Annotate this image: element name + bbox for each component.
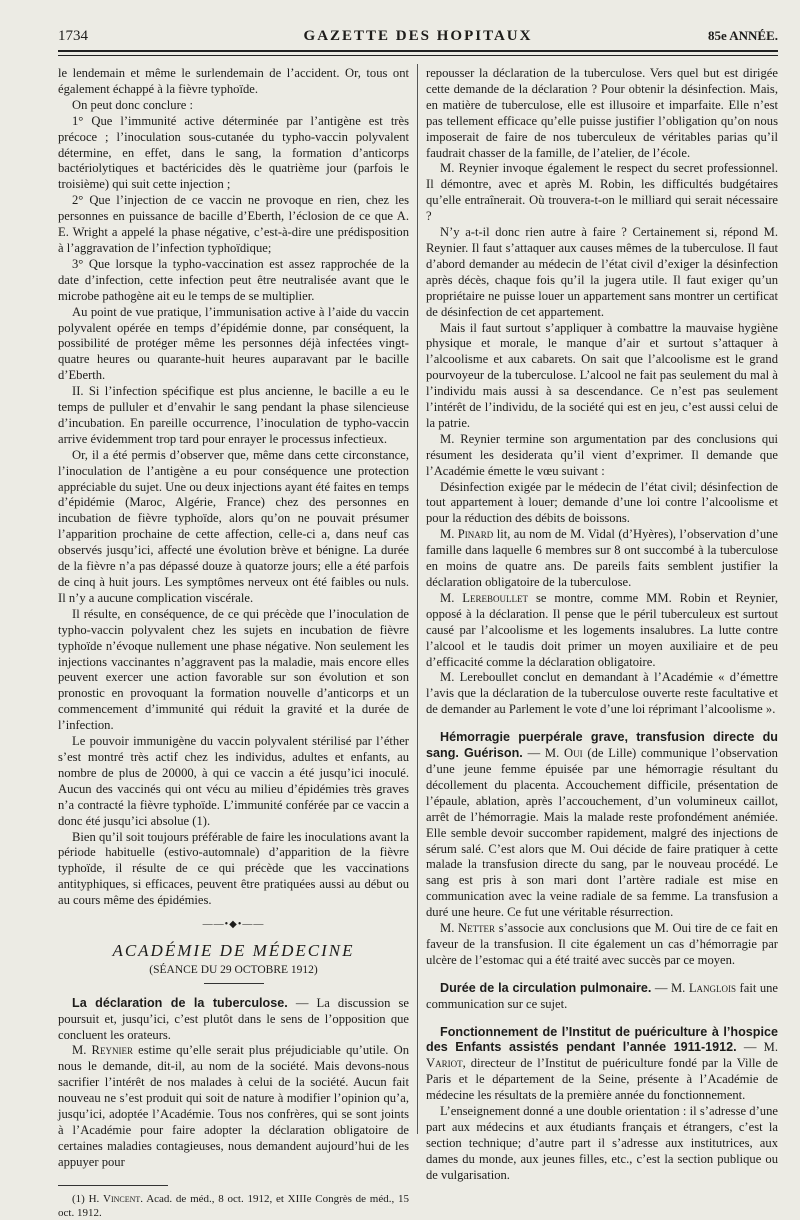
paragraph: le lendemain et même le surlendemain de l’accident. Or, tous ont également échappé à la fièvre typhoïde.	[58, 66, 409, 96]
column-divider	[417, 64, 418, 1134]
article-paragraph	[426, 981, 778, 1013]
person-name: Variot	[426, 1056, 463, 1071]
journal-title: GAZETTE DES HOPITAUX	[303, 28, 533, 44]
paragraph	[426, 527, 778, 591]
article-paragraph	[426, 1025, 778, 1105]
page-number: 1734	[58, 28, 88, 44]
article-text: — M.	[651, 980, 689, 995]
paragraph-text: lit, au nom de M. Vidal (d’Hyères), l’observation d’une famille dans laquelle 6 membres sur 8 ont succombé à la tuberculose en moins de quatre ans. De pareils faits semblent justifier la déclaration obligatoire de la tuberculose.	[426, 527, 779, 589]
paragraph: M. Reynier termine son argumentation par des conclusions qui résument les desiderata qu’il vient d’exprimer. Il demande que l’Académie émette le vœu suivant :	[426, 431, 778, 478]
right-column	[426, 66, 778, 1184]
footnote-marker: (1) H.	[72, 1192, 104, 1205]
paragraph: On peut donc conclure :	[72, 97, 193, 112]
footnote-text: Acad. de méd., 8 oct. 1912, et XIIIe Congrès de méd., 15 oct. 1912.	[58, 1192, 409, 1219]
year-label: 85e ANNÉE.	[707, 28, 778, 43]
section-ornament: ——•◆•——	[202, 919, 265, 931]
article-paragraph	[426, 730, 778, 921]
article-text: — M.	[736, 1040, 778, 1055]
paragraph: Le pouvoir immunigène du vaccin polyvalent stérilisé par l’éther s’est montré très actif chez les individus, adultes et enfants, au nombre de plus de 20000, à qui ce vaccin a été jusqu’ici inoculé. Aucun des vaccinés qui ont vécu au milieu d’épidémies très graves n’a contracté la fièvre typhoïde. L’immunité conférée par ce vaccin a donc été jusqu’ici absolue (1).	[58, 734, 409, 828]
article-text: estime qu’elle serait plus préjudiciable qu’utile. On nous le demande, dit-il, au nom de la société. Mais devons-nous sacrifier l’intérêt de nos malades à celui de la société. Aucun fait nouveau ne s’est produit qui soit de nature à modifier l’opinion qu’a, jusqu’ici, adoptée l’Académie. Tous nos confrères, qui se sont joints à l’Académie pour faire adopter la déclaration obligatoire de certaines maladies contagieuses, nous demandent aujourd’hui de les appuyer pour	[58, 1043, 410, 1169]
paragraph	[426, 921, 778, 969]
article-text: (de Lille) communique l’observation d’une jeune femme épuisée par une hémorragie résultant du décollement du placenta. Accouchement difficile, présentation de l’épaule, ablation, après l’accouchement, d’un volumineux caillot, arrêt de l’hémorragie. Mais la malade reste profondément anémiée. Elle semble devoir succomber rapidement, malgré des injections de sérum salé. C’est alors que M. Oui décide de faire pratiquer à cette malade la transfusion directe du sang, par le nouveau procédé. Le sang est pris à son mari dont l’artère radiale est mise en communication avec la veine radiale de sa femme. La transfusion a duré une heure. Ce fut une véritable résurrection.	[426, 746, 778, 920]
paragraph: II. Si l’infection spécifique est plus ancienne, le bacille a eu le temps de pulluler et d’envahir le sang pendant la phase silencieuse d’incubation. En pareille occurrence, l’inoculation de typho-vaccin arrive évidemment trop tard pour enrayer le processus infectieux.	[58, 384, 409, 446]
person-name: M. Lereboullet	[440, 590, 528, 605]
session-date: (SÉANCE DU 29 OCTOBRE 1912)	[149, 963, 318, 976]
article-title: Durée de la circulation pulmonaire.	[440, 980, 652, 995]
paragraph: 2° Que l’injection de ce vaccin ne provoque en rien, chez les personnes en puissance de bacille d’Eberth, l’éclosion de ce que A. E. Wright a appelé la phase négative, c’est-à-dire une prédisposition à l’aggravation de l’infection typhoïdique;	[58, 193, 409, 255]
spacer	[426, 718, 778, 730]
article-paragraph	[58, 1043, 409, 1170]
header-rule-thin	[58, 55, 778, 56]
person-name: Oui	[564, 746, 583, 761]
paragraph	[426, 591, 778, 671]
article-title: La déclaration de la tuberculose.	[72, 995, 288, 1010]
paragraph: L’enseignement donné a une double orientation : il s’adresse d’une part aux médecins et aux étudiants français et étrangers, c’est la section technique; d’autre part il s’adresse aux institutrices, aux dames du monde, aux jeunes filles, etc., c’est la section publique ou de vulgarisation.	[426, 1104, 778, 1182]
footnote-author: Vincent.	[103, 1192, 144, 1205]
footnote	[58, 1192, 409, 1220]
page-header	[58, 26, 778, 48]
section-heading: ACADÉMIE DE MÉDECINE	[112, 940, 355, 960]
paragraph: repousser la déclaration de la tuberculose. Vers quel but est dirigée cette demande de la déclaration ? Pour obtenir la désinfection. Mais, en matière de tuberculose, elle est illusoire et imparfaite. Elle n’est pas tellement efficace qu’elle puisse justifier l’obligation qu’on nous imposerait de faire de nos tuberculeux de véritables parias qu’il faudrait chasser de la famille, de l’atelier, de l’école.	[426, 66, 778, 160]
short-divider	[204, 983, 264, 984]
person-name: M. Pinard	[440, 527, 494, 542]
article-text: fait une communication sur ce sujet.	[426, 980, 779, 1011]
person-name: M. Reynier	[72, 1043, 133, 1058]
article-title: Hémorragie puerpérale grave, transfusion directe du sang. Guérison.	[426, 730, 778, 761]
paragraph: Désinfection exigée par le médecin de l’état civil; désinfection de tout appartement à louer; demande d’une loi contre l’alcoolisme et pour la réduction des débits de boissons.	[426, 479, 778, 526]
paragraph: M. Reynier invoque également le respect du secret professionnel. Il démontre, avec et après M. Robin, les difficultés budgétaires qu’elle entraînerait. Où trouvera-t-on le milliard qui serait nécessaire ?	[426, 161, 778, 224]
footnote-rule	[58, 1185, 168, 1186]
paragraph: 1° Que l’immunité active déterminée par l’antigène est très précoce ; l’inoculation sous-cutanée du typho-vaccin polyvalent détermine, en effet, dans le sang, la formation d’anticorps bactériolytiques et bactéricides dès le quatrième jour (parfois le troisième) qui suit cette injection ;	[58, 113, 409, 192]
paragraph-text: se montre, comme MM. Robin et Reynier, opposé à la déclaration. Il pense que le péril tuberculeux est surtout causé par l’alcoolisme et les logements insalubres. La lutte contre l’alcool et le taudis doit primer un moyen auxiliaire et de peu d’efficacité comme la déclaration obligatoire.	[426, 590, 778, 669]
person-name: M. Netter	[440, 921, 496, 936]
paragraph: Il résulte, en conséquence, de ce qui précède que l’inoculation de typho-vaccin polyvalent chez les sujets en incubation de fièvre typhoïde n’évoque nullement une phase négative. Non seulement les injections vaccinantes n’aggravent pas la maladie, mais encore elles peuvent exercer une action favorable sur son évolution et son pronostic en provoquant la formation nouvelle d’anticorps et un commencement d’immunité qui réduit la gravité et la durée de l’infection.	[58, 606, 409, 733]
paragraph: Au point de vue pratique, l’immunisation active à l’aide du vaccin polyvalent opérée en temps d’épidémie donne, par conséquent, la possibilité de protéger même les personnes déjà infectées vingt-quatre heures ou quarante-huit heures auparavant par le bacille d’Eberth.	[58, 304, 409, 383]
paragraph: N’y a-t-il donc rien autre à faire ? Certainement si, répond M. Reynier. Il faut s’attaquer aux causes mêmes de la tuberculose. Il faut d’abord demander au médecin de l’état civil d’exiger la désinfection après décès, chaque fois qu’il la jugera utile. Il faut exiger qu’un propriétaire ne puisse louer un appartement sans montrer un certificat de désinfection de cet appartement.	[426, 225, 778, 319]
article-text: — La discussion se poursuit et, jusqu’ici, c’est plutôt dans le sens de l’opposition que concluent les orateurs.	[58, 995, 409, 1042]
paragraph: M. Lereboullet conclut en demandant à l’Académie « d’émettre l’avis que la déclaration de la tuberculose ouverte reste facultative et de demander au Parlement le vote d’une loi réprimant l’alcoolisme ».	[426, 670, 778, 717]
paragraph: Bien qu’il soit toujours préférable de faire les inoculations avant la période habituelle (estivo-automnale) d’apparition de la fièvre typhoïde, il résulte de ce qui précède que les vaccinations antityphiques, si efficaces, peuvent être pratiquées aussi au début ou au cours même des épidémies.	[58, 829, 409, 908]
header-rule-thick	[58, 50, 778, 52]
paragraph: Mais il faut surtout s’appliquer à combattre la mauvaise hygiène physique et morale, le manque d’air et surtout s’attaquer à l’alcoolisme et aux cabarets. On sait que l’alcoolisme est le grand pourvoyeur de la tuberculose. L’alcool ne fait pas seulement du mal à l’individu mais aussi à sa descendance. Ce n’est pas seulement l’intérêt de l’individu, de la société qui est en jeu, c’est aussi celui de la patrie.	[426, 320, 778, 430]
article-title: Fonctionnement de l’Institut de puériculture à l’hospice des Enfants assistés pendant l’année 1911-1912.	[426, 1024, 778, 1055]
article-text: — M.	[522, 746, 565, 761]
paragraph: Or, il a été permis d’observer que, même dans cette circonstance, l’inoculation de l’antigène a eu pour conséquence une protection appréciable du sujet. Une ou deux injections ayant été faites en temps d’épidémie (Maroc, Algérie, France) chez des personnes en incubation de fièvre typhoïde, alors qu’on ne pouvait présumer l’apparition prochaine de cette affection, celle-ci a, dans neuf cas observés jusqu’ici, affecté une évolution brève et bénigne. La durée de la fièvre n’a pas dépassé douze à quatorze jours; elle a été parfois de cinq à huit jours. Les symptômes nerveux ont été faibles ou nuls. Il n’y a aucune complication viscérale.	[58, 447, 409, 605]
article-paragraph	[58, 996, 409, 1044]
spacer	[426, 969, 778, 981]
left-column	[58, 66, 409, 1220]
paragraph: 3° Que lorsque la typho-vaccination est assez rapprochée de la date d’infection, cette infection peut être neutralisée avant que le microbe pathogène ait eu le temps de se multiplier.	[58, 256, 409, 303]
article-text: , directeur de l’Institut de puériculture fondé par la Ville de Paris et le département de la Seine, présente à l’Académie de médecine les résultats de la première année du fonctionnement.	[426, 1056, 778, 1103]
paragraph-text: s’associe aux conclusions que M. Oui tire de ce fait en faveur de la transfusion. Il cite également un cas d’hémorragie par ulcère de l’estomac qui a été traité avec succès par ce moyen.	[426, 921, 778, 967]
person-name: Langlois	[688, 980, 737, 995]
spacer	[426, 1013, 778, 1025]
